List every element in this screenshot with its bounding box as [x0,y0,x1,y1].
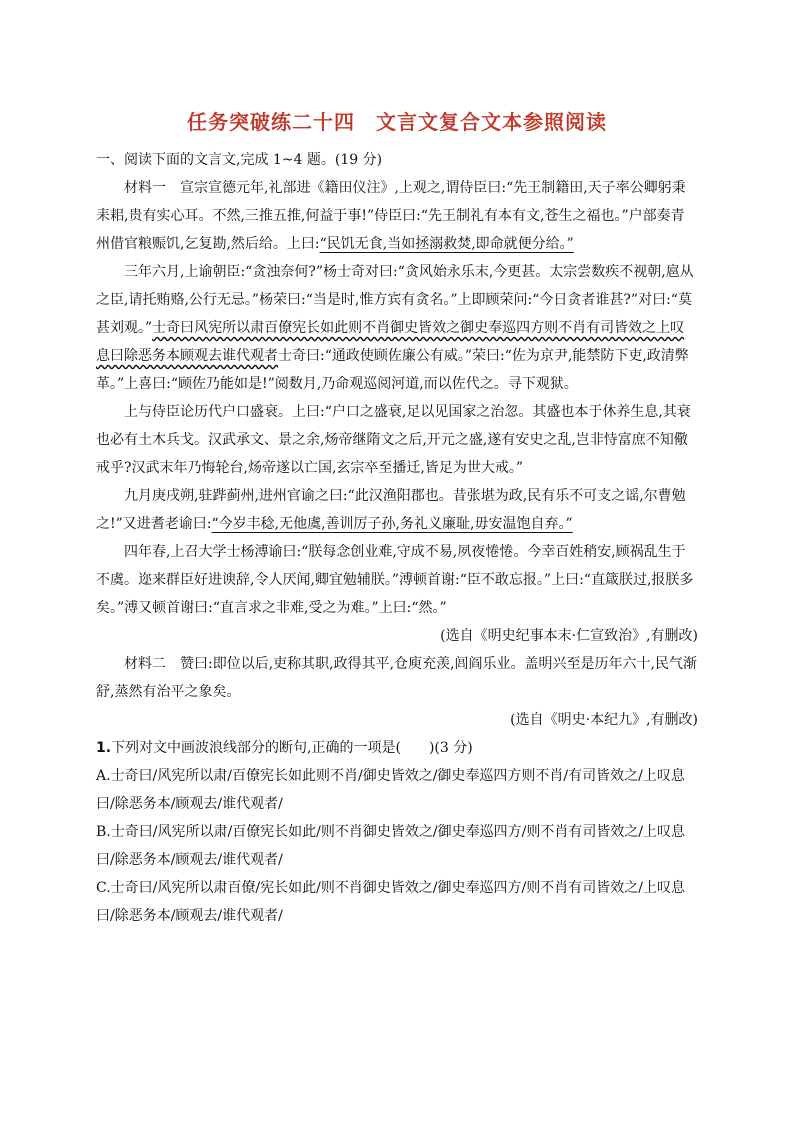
material-1-paragraph-4 [96,482,698,538]
material-1-paragraph-1 [96,174,698,258]
paragraph-text: 宣宗宣德元年,礼部进《籍田仪注》,上观之,谓侍臣曰:“先王制籍田,天子率公卿躬秉耒耜,贵有实心耳。不然,三推五推,何益于事!”侍臣曰:“先王制礼有本有文,苍生之福也。”户部奏青州借官粮赈饥,乞复勘,然后给。上曰: [96,180,686,252]
option-a[interactable]: A.士奇曰/风宪所以肃/百僚宪长如此则不肖/御史皆效之/御史奉巡四方则不肖/有司皆效之/上叹息曰/除恶务本/顾观去/谁代观者/ [96,768,685,812]
underlined-sentence: “今岁丰稔,无他虞,善训厉子孙,务礼义廉耻,毋安温饱自弃。” [211,516,573,532]
material-1-paragraph-2 [96,258,698,398]
material-1-paragraph-5: 四年春,上召大学士杨溥谕曰:“朕每念创业难,守成不易,夙夜惓惓。今幸百姓稍安,顾祸乱生于不虞。迩来群臣好进谀辞,令人厌闻,卿宜勉辅朕。”溥顿首谢:“臣不敢忘报。”上曰:“直箴朕过,报朕多矣。”溥又顿首谢曰:“直言求之非难,受之为难。”上曰:“然。” [96,544,694,616]
paragraph-text: 九月庚戌朔,驻跸蓟州,进州官谕之曰:“此汉渔阳郡也。昔张堪为政,民有乐不可支之谣,尔曹勉之!”又进耆老谕曰: [96,488,686,532]
page-title: 任务突破练二十四 文言文复合文本参照阅读 [187,110,607,134]
material-2-source: (选自《明史·本纪九》,有删改) [510,712,698,728]
paragraph-text: 士奇曰:“通政使顾佐廉公有威。”荣曰:“佐为京尹,能禁防下吏,政清弊革。”上喜曰:“顾佐乃能如是!”阅数月,乃命观巡阅河道,而以佐代之。寻下观狱。 [96,348,689,392]
material-2-paragraph [96,650,698,706]
option-c[interactable]: C.士奇曰/风宪所以肃百僚/宪长如此/则不肖御史皆效之/御史奉巡四方/则不肖有司皆效之/上叹息曰/除恶务本/顾观去/谁代观者/ [96,880,685,924]
section-instruction: 一、阅读下面的文言文,完成 1~4 题。(19 分) [96,152,383,168]
underlined-sentence: “民饥无食,当如拯溺救焚,即命就便分给。” [319,236,574,252]
question-text: 下列对文中画波浪线部分的断句,正确的一项是( )(3 分) [111,740,473,756]
paragraph-text: 三年六月,上谕朝臣:“贪浊奈何?”杨士奇对曰:“贪风始永乐末,今更甚。太宗尝数疾不视朝,扈从之臣,请托贿赂,公行无忌。”杨荣曰:“当是时,惟方宾有贪名。”上即顾荣问:“今日贪者谁甚?”对曰:“莫甚刘观。” [96,264,694,336]
material-2-label: 材料二 [124,656,166,672]
wavy-underlined-passage: 士奇曰风宪所以肃百僚宪长如此则不肖御史皆效之御史奉巡四方则不肖有司皆效之上叹息曰除恶务本顾观去谁代观者 [96,320,685,364]
material-1-paragraph-3: 上与侍臣论历代户口盛衰。上曰:“户口之盛衰,足以见国家之治忽。其盛也本于休养生息,其衰也必有土木兵戈。汉武承文、景之余,炀帝继隋文之后,开元之盛,遂有安史之乱,岂非恃富庶不知儆戒乎?汉武末年乃悔轮台,炀帝遂以亡国,玄宗卒至播迁,皆足为世大戒。” [96,404,691,476]
question-number: 1. [96,740,112,756]
question-1 [96,734,698,762]
option-b[interactable]: B.士奇曰/风宪所以肃/百僚宪长如此/则不肖御史皆效之/御史奉巡四方/则不肖有司皆效之/上叹息曰/除恶务本/顾观去/谁代观者/ [96,824,686,868]
material-1-source: (选自《明史纪事本末·仁宣致治》,有删改) [440,628,698,644]
document-body [96,146,698,930]
material-1-label: 材料一 [124,180,166,196]
paragraph-text: 赞曰:即位以后,吏称其职,政得其平,仓庾充羡,闾阎乐业。盖明兴至是历年六十,民气渐舒,蒸然有治平之象矣。 [96,656,697,700]
